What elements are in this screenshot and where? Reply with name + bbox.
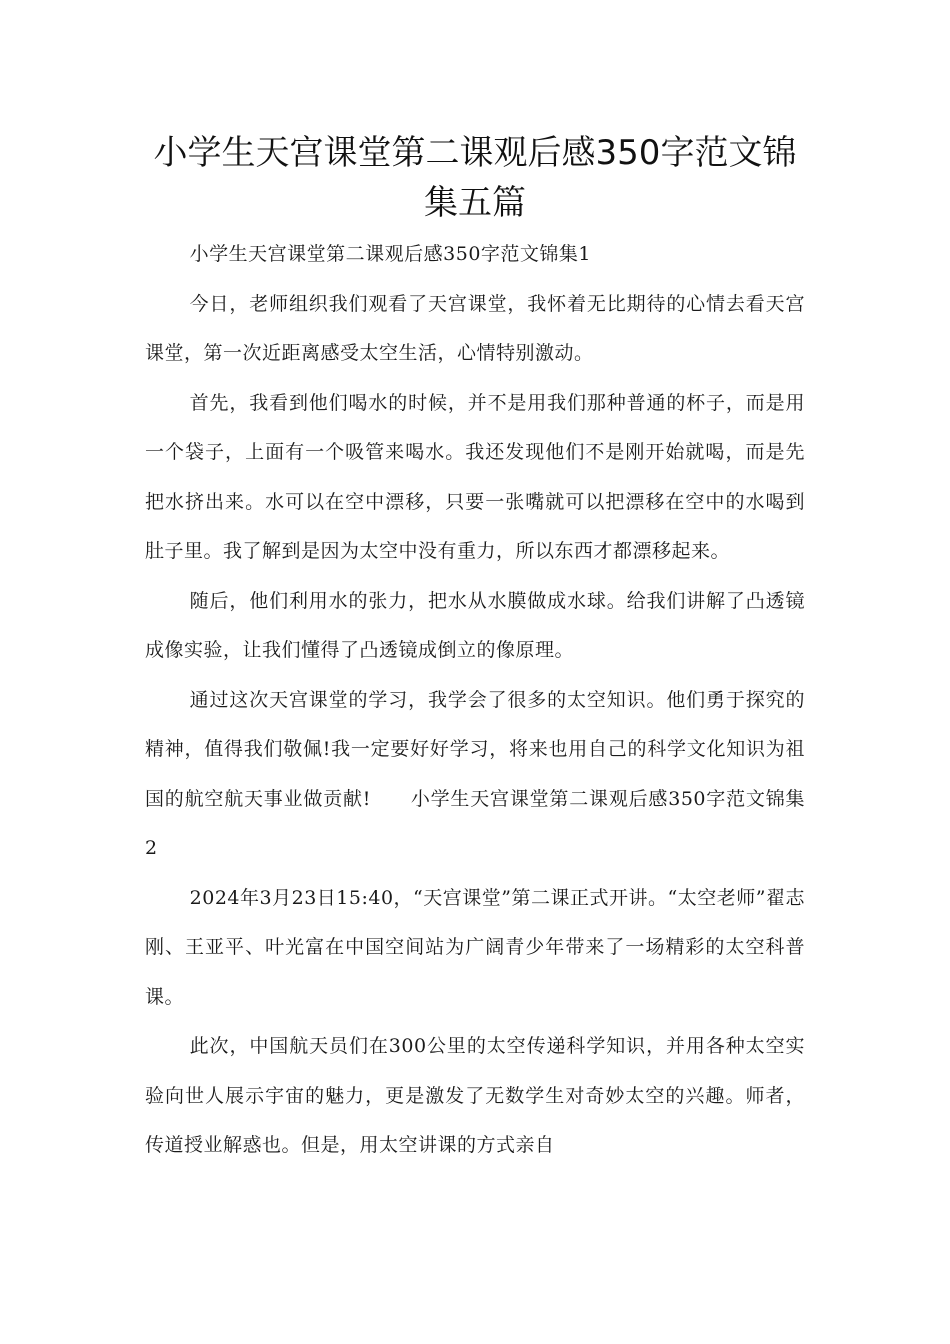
paragraph-5: 2024年3月23日15:40，“天宫课堂”第二课正式开讲。“太空老师”翟志刚、王亚平、叶光富在中国空间站为广阔青少年带来了一场精彩的太空科普课。 [145, 886, 805, 1008]
section-heading-1: 小学生天宫课堂第二课观后感350字范文锦集1 [189, 243, 591, 265]
paragraph-4: 通过这次天宫课堂的学习，我学会了很多的太空知识。他们勇于探究的精神，值得我们敬佩!我一定要好好学习，将来也用自己的科学文化知识为祖国的航空航天事业做贡献! 小学生天宫课堂第二课观后感350字范文锦集2 [145, 688, 805, 859]
document-title: 小学生天宫课堂第二课观后感350字范文锦集五篇 [153, 133, 797, 223]
paragraph-3: 随后，他们利用水的张力，把水从水膜做成水球。给我们讲解了凸透镜成像实验，让我们懂得了凸透镜成倒立的像原理。 [145, 589, 805, 661]
paragraph-6: 此次，中国航天员们在300公里的太空传递科学知识，并用各种太空实验向世人展示宇宙的魅力，更是激发了无数学生对奇妙太空的兴趣。师者，传道授业解惑也。但是，用太空讲课的方式亲自 [145, 1035, 805, 1156]
paragraph-1: 今日，老师组织我们观看了天宫课堂，我怀着无比期待的心情去看天宫课堂，第一次近距离感受太空生活，心情特别激动。 [145, 292, 805, 364]
paragraph-2: 首先，我看到他们喝水的时候，并不是用我们那种普通的杯子，而是用一个袋子，上面有一个吸管来喝水。我还发现他们不是刚开始就喝，而是先把水挤出来。水可以在空中漂移，只要一张嘴就可以把漂移在空中的水喝到肚子里。我了解到是因为太空中没有重力，所以东西才都漂移起来。 [145, 391, 805, 562]
document-body [145, 230, 805, 1171]
